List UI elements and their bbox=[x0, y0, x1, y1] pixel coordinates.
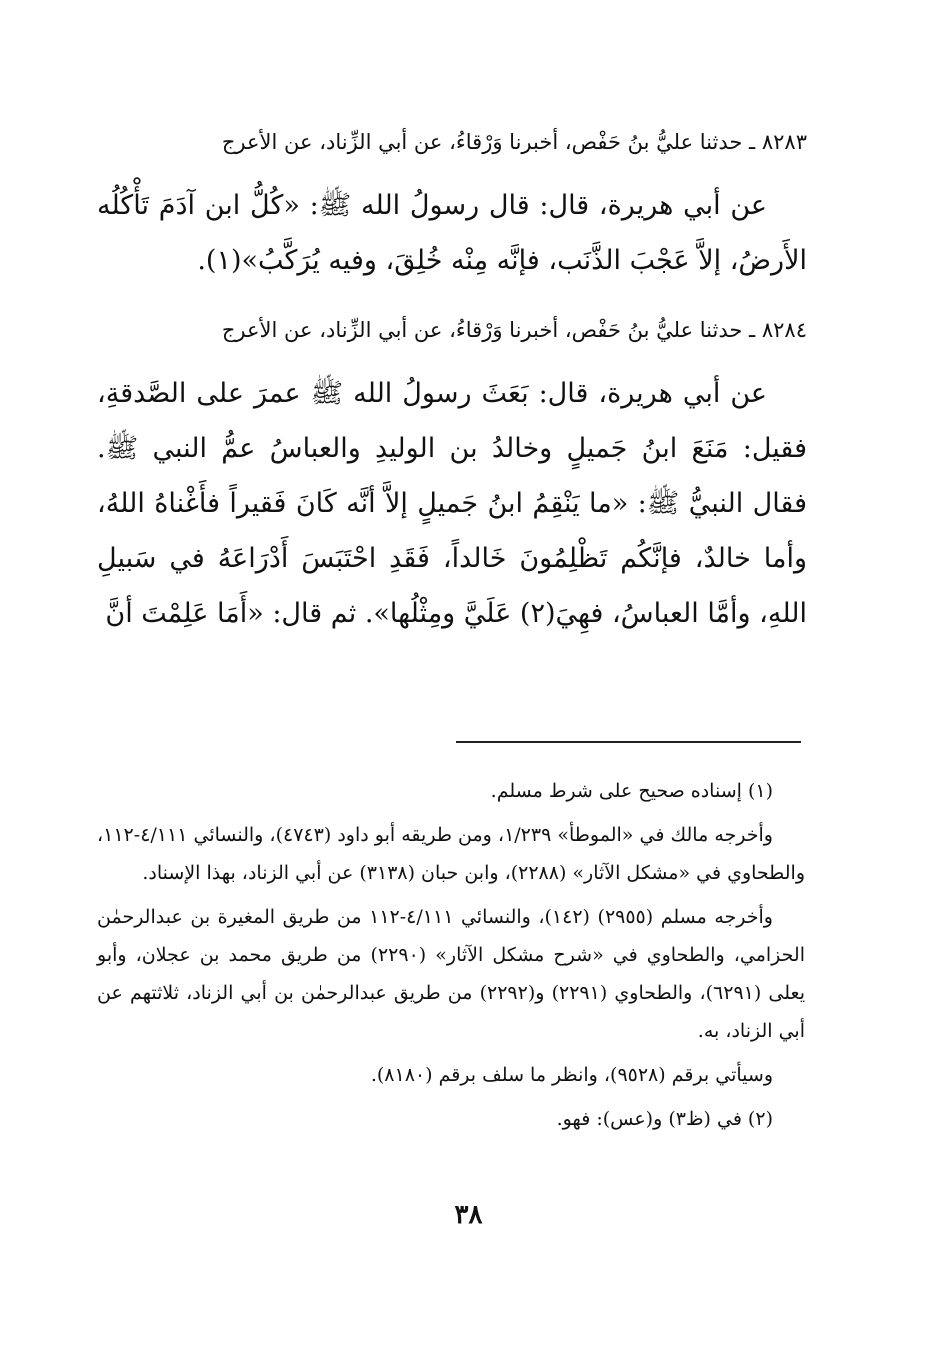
hadith-8284-isnad: ٨٢٨٤ ـ حدثنا عليُّ بنُ حَفْص، أخبرنا وَرْقاءُ، عن أبي الزِّناد، عن الأعرج bbox=[221, 318, 807, 342]
page-number: ٣٨ bbox=[454, 1200, 483, 1230]
footnote-1-sources-2: وأخرجه مسلم (٢٩٥٥) (١٤٢)، والنسائي ٤/١١١-١١٢ من طريق المغيرة بن عبدالرحمٰن الحزامي، والطحاوي في «شرح مشكل الآثار» (٢٢٩٠) من طريق محمد بن عجلان، وأبو يعلى (٦٢٩١)، والطحاوي (٢٢٩١) و(٢٢٩٢) من طريق عبدالرحمٰن بن أبي الزناد، ثلاثتهم عن أبي الزناد، به. bbox=[97, 906, 806, 1042]
hadith-8284-matn: عن أبي هريرة، قال: بَعَثَ رسولُ الله ﷺ عمرَ على الصَّدقةِ، فقيل: مَنَعَ ابنُ جَميلٍ وخالدُ بن الوليدِ والعباسُ عمُّ النبي ﷺ. فقال النبيُّ ﷺ: «ما يَنْقِمُ ابنُ جَميلٍ إلاَّ أنَّه كَانَ فَقيراً فأَغْناهُ اللهُ، وأما خالدٌ، فإنَّكُم تَظْلِمُونَ خَالداً، فَقَدِ احْتَبَسَ أَدْرَاعَهُ في سَبيلِ اللهِ، وأمَّا العباسُ، فهِيَ(٢) عَلَيَّ ومِثْلُها». ثم قال: «أَمَا عَلِمْتَ أنَّ bbox=[97, 378, 807, 629]
footnote-2: (٢) في (ظ٣) و(عس): فهو. bbox=[556, 1108, 773, 1130]
hadith-8283-matn: عن أبي هريرة، قال: قال رسولُ الله ﷺ: «كُلُّ ابن آدَمَ تَأْكُلُه الأَرضُ، إلاَّ عَجْبَ الذَّنَب، فإنَّه مِنْه خُلِقَ، وفيه يُرَكَّبُ»(١). bbox=[97, 190, 807, 276]
footnotes bbox=[97, 772, 805, 1144]
main-text bbox=[97, 118, 807, 659]
footnote-1-sources: وأخرجه مالك في «الموطأ» ١/٢٣٩، ومن طريقه أبو داود (٤٧٤٣)، والنسائي ٤/١١١-١١٢، والطحاوي في «مشكل الآثار» (٢٢٨٨)، وابن حبان (٣١٣٨) عن أبي الزناد، بهذا الإسناد. bbox=[97, 824, 805, 884]
hadith-8283-isnad: ٨٢٨٣ ـ حدثنا عليُّ بنُ حَفْص، أخبرنا وَرْقاءُ، عن أبي الزِّناد، عن الأعرج bbox=[221, 130, 807, 154]
footnote-1-cross-ref: وسيأتي برقم (٩٥٢٨)، وانظر ما سلف برقم (٨١٨٠). bbox=[370, 1064, 773, 1086]
footnote-separator bbox=[456, 741, 801, 743]
footnote-1: (١) إسناده صحيح على شرط مسلم. bbox=[490, 780, 773, 802]
